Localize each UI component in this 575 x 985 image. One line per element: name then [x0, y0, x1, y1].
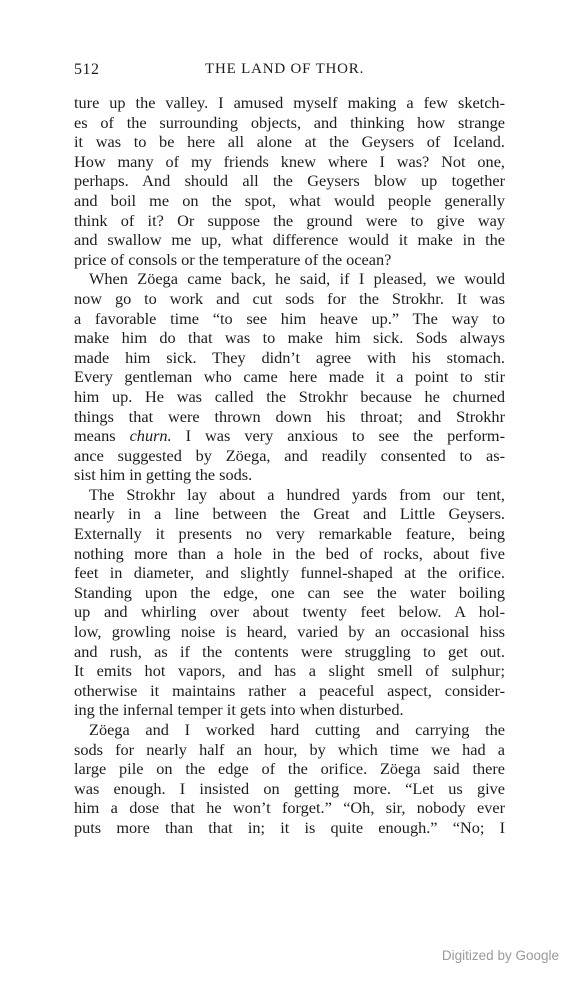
page-number: 512 — [74, 61, 100, 78]
text-line — [74, 426, 505, 446]
text-line: was enough. I insisted on getting more. “Let us give — [74, 778, 505, 798]
text-line: and swallow me up, what difference would it make in the — [74, 230, 505, 250]
digitized-watermark: Digitized by Google — [441, 948, 559, 963]
running-head: THE LAND OF THOR. — [205, 61, 365, 77]
text-line: It emits hot vapors, and has a slight smell of sulphur; — [74, 661, 505, 681]
text-line: price of consols or the temperature of the ocean? — [74, 249, 392, 269]
text-line: Externally it presents no very remarkable feature, being — [74, 524, 505, 544]
text-line: now go to work and cut sods for the Strokhr. It was — [74, 288, 505, 308]
text-line: low, growling noise is heard, varied by an occasional hiss — [74, 622, 505, 642]
text-line: nearly in a line between the Great and Little Geysers. — [74, 504, 505, 524]
text-line: him a dose that he won’t forget.” “Oh, sir, nobody ever — [74, 798, 505, 818]
text-line: ing the infernal temper it gets into when disturbed. — [74, 700, 404, 720]
text-line: Standing upon the edge, one can see the water boiling — [74, 582, 505, 602]
text-line: When Zöega came back, he said, if I pleased, we would — [89, 269, 505, 289]
text-line: puts more than that in; it is quite enough.” “No; I — [74, 817, 505, 837]
text-line: think of it? Or suppose the ground were to give way — [74, 210, 505, 230]
italic-word: churn. — [129, 426, 172, 446]
text-line: up and whirling over about twenty feet below. A hol- — [74, 602, 505, 622]
text-line: Zöega and I worked hard cutting and carrying the — [89, 720, 505, 739]
text-line: things that were thrown down his throat; and Strokhr — [74, 406, 505, 426]
body-text — [74, 93, 505, 838]
text-fragment: I was very anxious to see the perform- — [171, 426, 505, 446]
text-line: perhaps. And should all the Geysers blow up together — [74, 171, 505, 191]
text-line: The Strokhr lay about a hundred yards from our tent, — [89, 484, 505, 504]
text-line: How many of my friends knew where I was? Not one, — [74, 151, 505, 171]
text-line: ture up the valley. I amused myself making a few sketch- — [74, 93, 505, 112]
text-line: him up. He was called the Strokhr because he churned — [74, 386, 505, 406]
text-line: and rush, as if the contents were struggling to get out. — [74, 641, 505, 661]
text-line: a favorable time “to see him heave up.” The way to — [74, 308, 505, 328]
text-line: feet in diameter, and slightly funnel-shaped at the orifice. — [74, 563, 505, 583]
text-line: otherwise it maintains rather a peaceful aspect, consider- — [74, 680, 505, 700]
text-fragment: means — [74, 426, 116, 446]
text-line: ance suggested by Zöega, and readily consented to as- — [74, 445, 505, 465]
text-line: and boil me on the spot, what would people generally — [74, 190, 505, 210]
text-line: sods for nearly half an hour, by which time we had a — [74, 739, 505, 759]
text-line: Every gentleman who came here made it a point to stir — [74, 367, 505, 387]
text-line: large pile on the edge of the orifice. Zöega said there — [74, 759, 505, 779]
text-line: it was to be here all alone at the Geysers of Iceland. — [74, 132, 505, 152]
text-line: made him sick. They didn’t agree with his stomach. — [74, 347, 505, 367]
text-line: nothing more than a hole in the bed of rocks, about five — [74, 543, 505, 563]
text-line: make him do that was to make him sick. Sods always — [74, 328, 505, 348]
text-line: sist him in getting the sods. — [74, 465, 253, 485]
text-line: es of the surrounding objects, and thinking how strange — [74, 112, 505, 132]
